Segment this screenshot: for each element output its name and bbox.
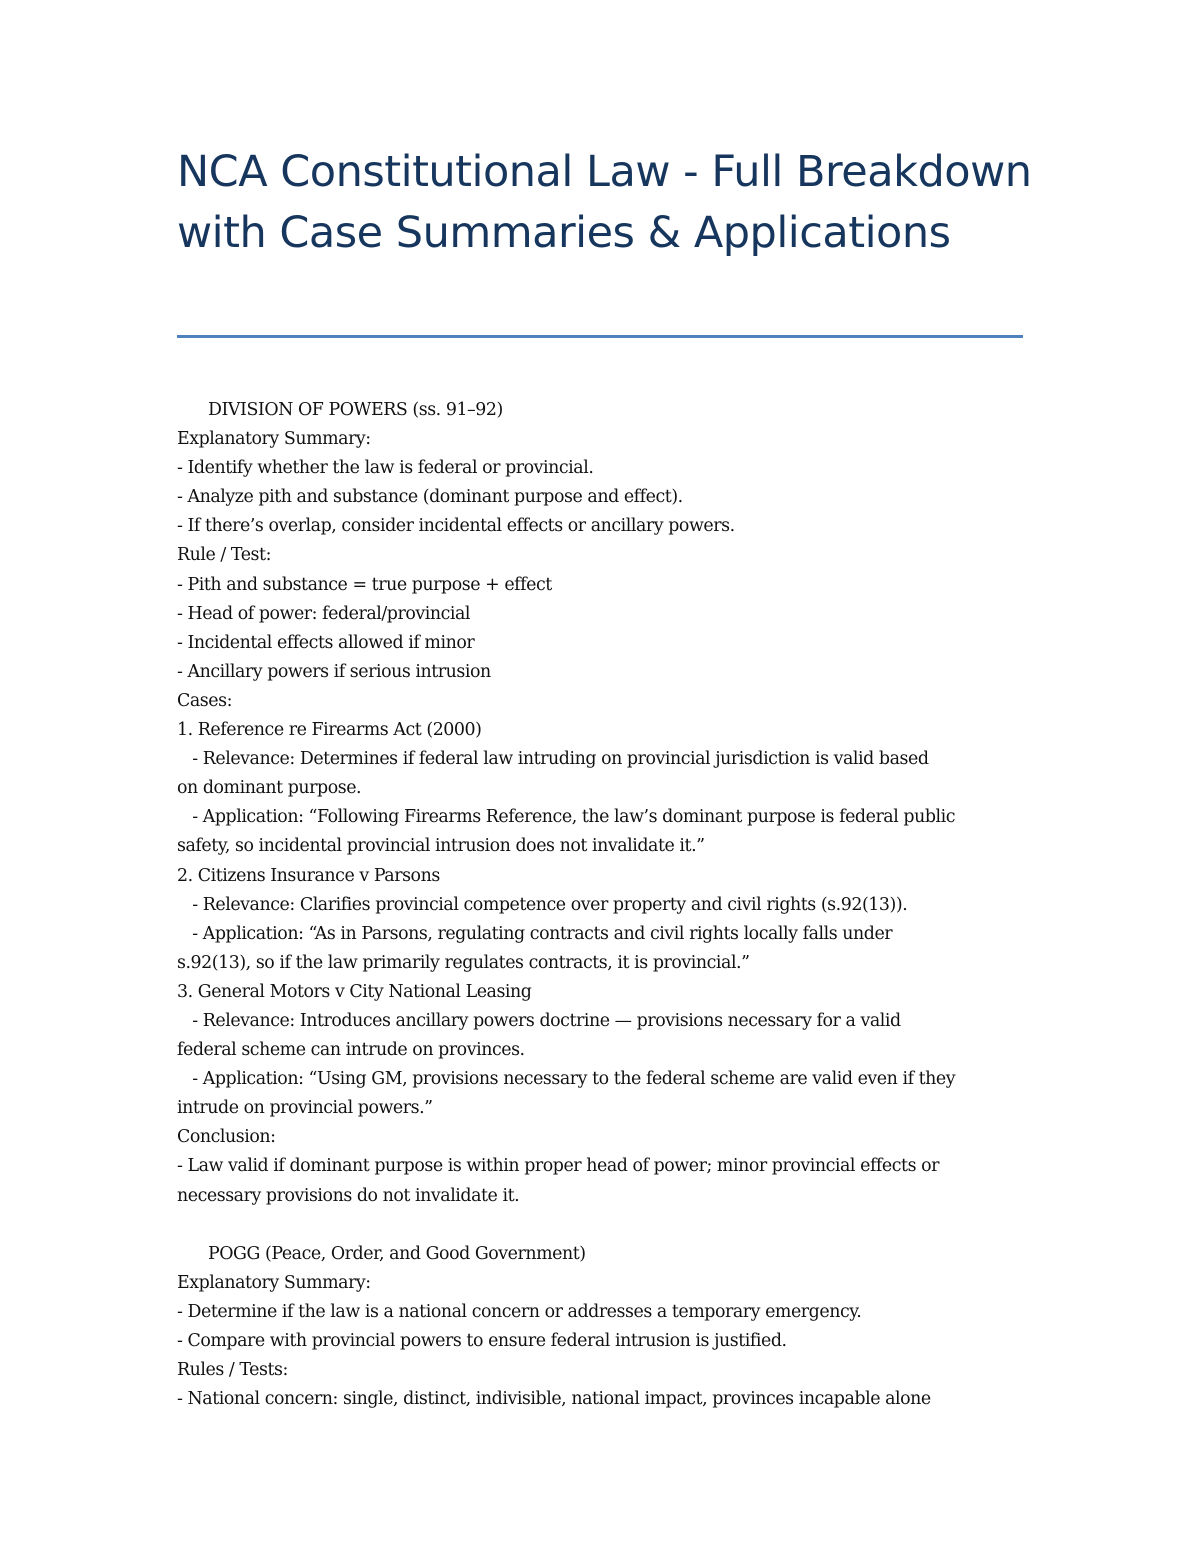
title-divider (177, 335, 1023, 338)
section-heading: POGG (Peace, Order, and Good Government) (208, 1243, 586, 1264)
text-line: - Relevance: Clarifies provincial competence over property and civil rights (s.92(13)). (177, 894, 908, 915)
text-line: intrude on provincial powers.” (177, 1098, 433, 1119)
text-line: Rule / Test: (177, 545, 271, 566)
text-line: - Incidental effects allowed if minor (177, 632, 475, 653)
blank-line (177, 1211, 1037, 1240)
text-line: - Pith and substance = true purpose + effect (177, 574, 552, 595)
text-line: Cases: (177, 690, 232, 711)
section-heading: DIVISION OF POWERS (ss. 91–92) (208, 400, 503, 420)
text-line: - Analyze pith and substance (dominant purpose and effect). (177, 487, 683, 508)
document-title: NCA Constitutional Law - Full Breakdown with Case Summaries & Applications (177, 147, 1032, 258)
text-line: necessary provisions do not invalidate it. (177, 1185, 520, 1206)
text-line: - Compare with provincial powers to ensure federal intrusion is justified. (177, 1331, 787, 1351)
text-line: s.92(13), so if the law primarily regulates contracts, it is provincial.” (177, 952, 750, 973)
text-line: - National concern: single, distinct, indivisible, national impact, provinces incapable alone (177, 1389, 931, 1410)
text-line: Explanatory Summary: (177, 1272, 371, 1293)
text-line: safety, so incidental provincial intrusion does not invalidate it.” (177, 836, 705, 857)
text-line: - Head of power: federal/provincial (177, 603, 471, 624)
text-line: - Application: “Using GM, provisions necessary to the federal scheme are valid even if they (177, 1069, 956, 1090)
text-line: - Relevance: Introduces ancillary powers doctrine — provisions necessary for a valid (177, 1010, 901, 1031)
text-line: - Ancillary powers if serious intrusion (177, 661, 491, 682)
text-line: 1. Reference re Firearms Act (2000) (177, 720, 482, 741)
text-line: - Identify whether the law is federal or provincial. (177, 458, 594, 479)
text-line: Rules / Tests: (177, 1360, 288, 1381)
text-line: - Application: “As in Parsons, regulating contracts and civil rights locally falls under (177, 923, 893, 944)
text-line: - If there’s overlap, consider incidental effects or ancillary powers. (177, 516, 735, 537)
text-line: - Determine if the law is a national concern or addresses a temporary emergency. (177, 1301, 862, 1322)
text-line: - Law valid if dominant purpose is within proper head of power; minor provincial effects or (177, 1156, 940, 1177)
document-body (177, 396, 1037, 1414)
text-line: on dominant purpose. (177, 778, 362, 799)
text-line: 3. General Motors v City National Leasing (177, 981, 532, 1002)
text-line: - Application: “Following Firearms Reference, the law’s dominant purpose is federal public (177, 807, 956, 828)
text-line: Conclusion: (177, 1127, 276, 1148)
text-line: 2. Citizens Insurance v Parsons (177, 865, 440, 886)
text-line: federal scheme can intrude on provinces. (177, 1040, 525, 1061)
text-line: - Relevance: Determines if federal law intruding on provincial jurisdiction is valid based (177, 749, 929, 770)
text-line: Explanatory Summary: (177, 429, 371, 450)
